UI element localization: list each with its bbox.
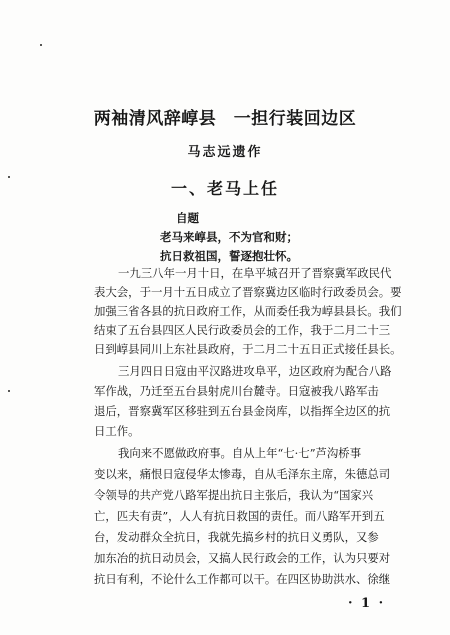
paragraph-line: 日工作。: [94, 424, 140, 438]
paragraph-line: 军作战，乃迁至五台县射虎川台麓寺。日寇被我八路军击: [94, 384, 379, 398]
paragraph-line: 加东冶的抗日动员会，又搞人民行政会的工作，认为只要对: [94, 551, 391, 565]
author-line: 马志远遗作: [187, 145, 263, 160]
paragraph-line: 日到崞县同川上东社县政府，于二月二十五日正式接任县长。: [94, 342, 402, 356]
paragraph-line: 一九三八年一月十日，在阜平城召开了晋察冀军政民代: [118, 266, 392, 280]
paragraph-line: 三月四日日寇由平汉路进攻阜平，边区政府为配合八路: [118, 364, 392, 378]
document-title: 两袖清风辞崞县 一担行装回边区: [93, 109, 357, 129]
paragraph-line: 抗日有利，不论什么工作都可以干。在四区协助洪水、徐继: [94, 572, 391, 586]
poem-line: 老马来崞县，不为官和财；: [160, 230, 298, 244]
paragraph-line: 加强三省各县的抗日政府工作，从而委任我为崞县县长。我们: [94, 304, 402, 318]
paragraph-line: 我向来不愿做政府事。自从上年“七·七”芦沟桥事: [118, 446, 362, 460]
paragraph-line: 表大会，于一月十五日成立了晋察冀边区临时行政委员会。要: [94, 285, 402, 299]
chapter-heading: 一、老马上任: [170, 179, 279, 198]
paragraph-line: 变以来，痛恨日寇侵华太惨毒，自从毛泽东主席，朱德总司: [94, 467, 391, 481]
scan-speck: [40, 44, 42, 46]
paragraph-line: 台，发动群众全抗日，我就先搞乡村的抗日义勇队，又参: [94, 530, 379, 544]
page-number: · 1 ·: [348, 596, 386, 611]
paragraph-line: 令领导的共产党八路军提出抗日主张后，我认为“国家兴: [94, 488, 374, 502]
poem-heading: 自题: [176, 211, 199, 225]
paragraph-line: 退后，晋察冀军区移驻到五台县金岗库，以指挥全边区的抗: [94, 404, 391, 418]
paragraph-line: 结束了五台县四区人民行政委员会的工作，我于二月二十三: [94, 323, 391, 337]
paragraph-line: 亡，匹夫有责”，人人有抗日救国的责任。而八路军开到五: [94, 509, 385, 523]
scan-speck: [8, 176, 10, 178]
scan-speck: [8, 390, 10, 392]
poem-line: 抗日救祖国，誓逐抱壮怀。: [160, 249, 298, 263]
